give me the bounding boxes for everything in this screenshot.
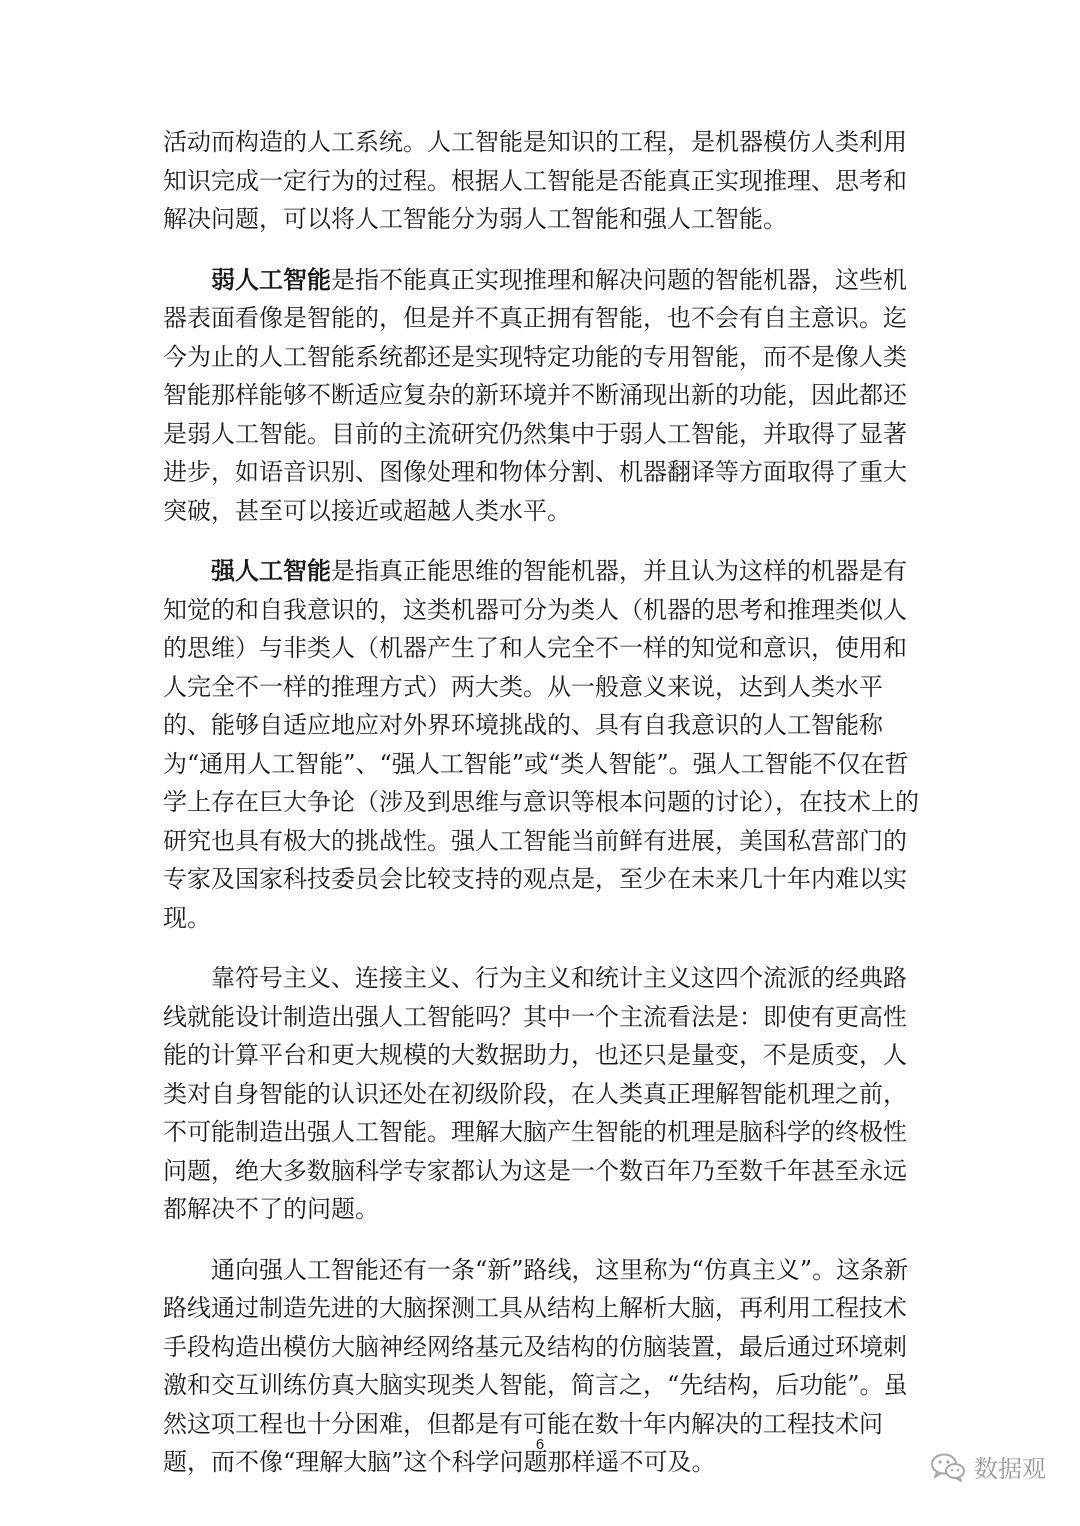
paragraph-text: 靠符号主义、连接主义、行为主义和统计主义这四个流派的经典路线就能设计制造出强人工智能吗？其中一个主流看法是：即使有更高性能的计算平台和更大规模的大数据助力，也还只是量变，不是质变，人类对自身智能的认识还处在初级阶段，在人类真正理解智能机理之前，不可能制造出强人工智能。理解大脑产生智能的机理是脑科学的终极性问题，绝大多数脑科学专家都认为这是一个数百年乃至数千年甚至永远都解决不了的问题。 [163,964,907,1223]
paragraph-text: 通向强人工智能还有一条“新”路线，这里称为“仿真主义”。这条新路线通过制造先进的大脑探测工具从结构上解析大脑，再利用工程技术手段构造出模仿大脑神经网络基元及结构的仿脑装置，最后通过环境刺激和交互训练仿真大脑实现类人智能，简言之，“先结构，后功能”。虽然这项工程也十分困难，但都是有可能在数十年内解决的工程技术问题，而不像“理解大脑”这个科学问题那样遥不可及。 [163,1255,909,1476]
body-text [163,123,919,1504]
watermark [930,1449,1046,1484]
paragraph-weak-ai [163,261,919,531]
wechat-icon [930,1452,966,1482]
paragraph-classic-routes [163,959,919,1229]
paragraph-text: 活动而构造的人工系统。人工智能是知识的工程，是机器模仿人类利用知识完成一定行为的过程。根据人工智能是否能真正实现推理、思考和解决问题，可以将人工智能分为弱人工智能和强人工智能。 [163,128,907,233]
paragraph-text: 是指不能真正实现推理和解决问题的智能机器，这些机器表面看像是智能的，但是并不真正拥有智能，也不会有自主意识。迄今为止的人工智能系统都还是实现特定功能的专用智能，而不是像人类智能那样能够不断适应复杂的新环境并不断涌现出新的功能，因此都还是弱人工智能。目前的主流研究仍然集中于弱人工智能，并取得了显著进步，如语音识别、图像处理和物体分割、机器翻译等方面取得了重大突破，甚至可以接近或超越人类水平。 [163,265,907,525]
paragraph-text: 是指真正能思维的智能机器，并且认为这样的机器是有知觉的和自我意识的，这类机器可分为类人（机器的思考和推理类似人的思维）与非类人（机器产生了和人完全不一样的知觉和意识，使用和人完全不一样的推理方式）两大类。从一般意义来说，达到人类水平的、能够自适应地应对外界环境挑战的、具有自我意识的人工智能称为“通用人工智能”、“强人工智能”或“类人智能”。强人工智能不仅在哲学上存在巨大争论（涉及到思维与意识等根本问题的讨论），在技术上的研究也具有极大的挑战性。强人工智能当前鲜有进展，美国私营部门的专家及国家科技委员会比较支持的观点是，至少在未来几十年内难以实现。 [163,557,919,932]
page-number: 6 [535,1436,545,1453]
watermark-text: 数据观 [974,1455,1046,1483]
paragraph-strong-ai [163,552,919,937]
term-strong-ai: 强人工智能 [211,556,331,585]
paragraph-ai-definition [163,123,919,239]
term-weak-ai: 弱人工智能 [211,264,331,294]
